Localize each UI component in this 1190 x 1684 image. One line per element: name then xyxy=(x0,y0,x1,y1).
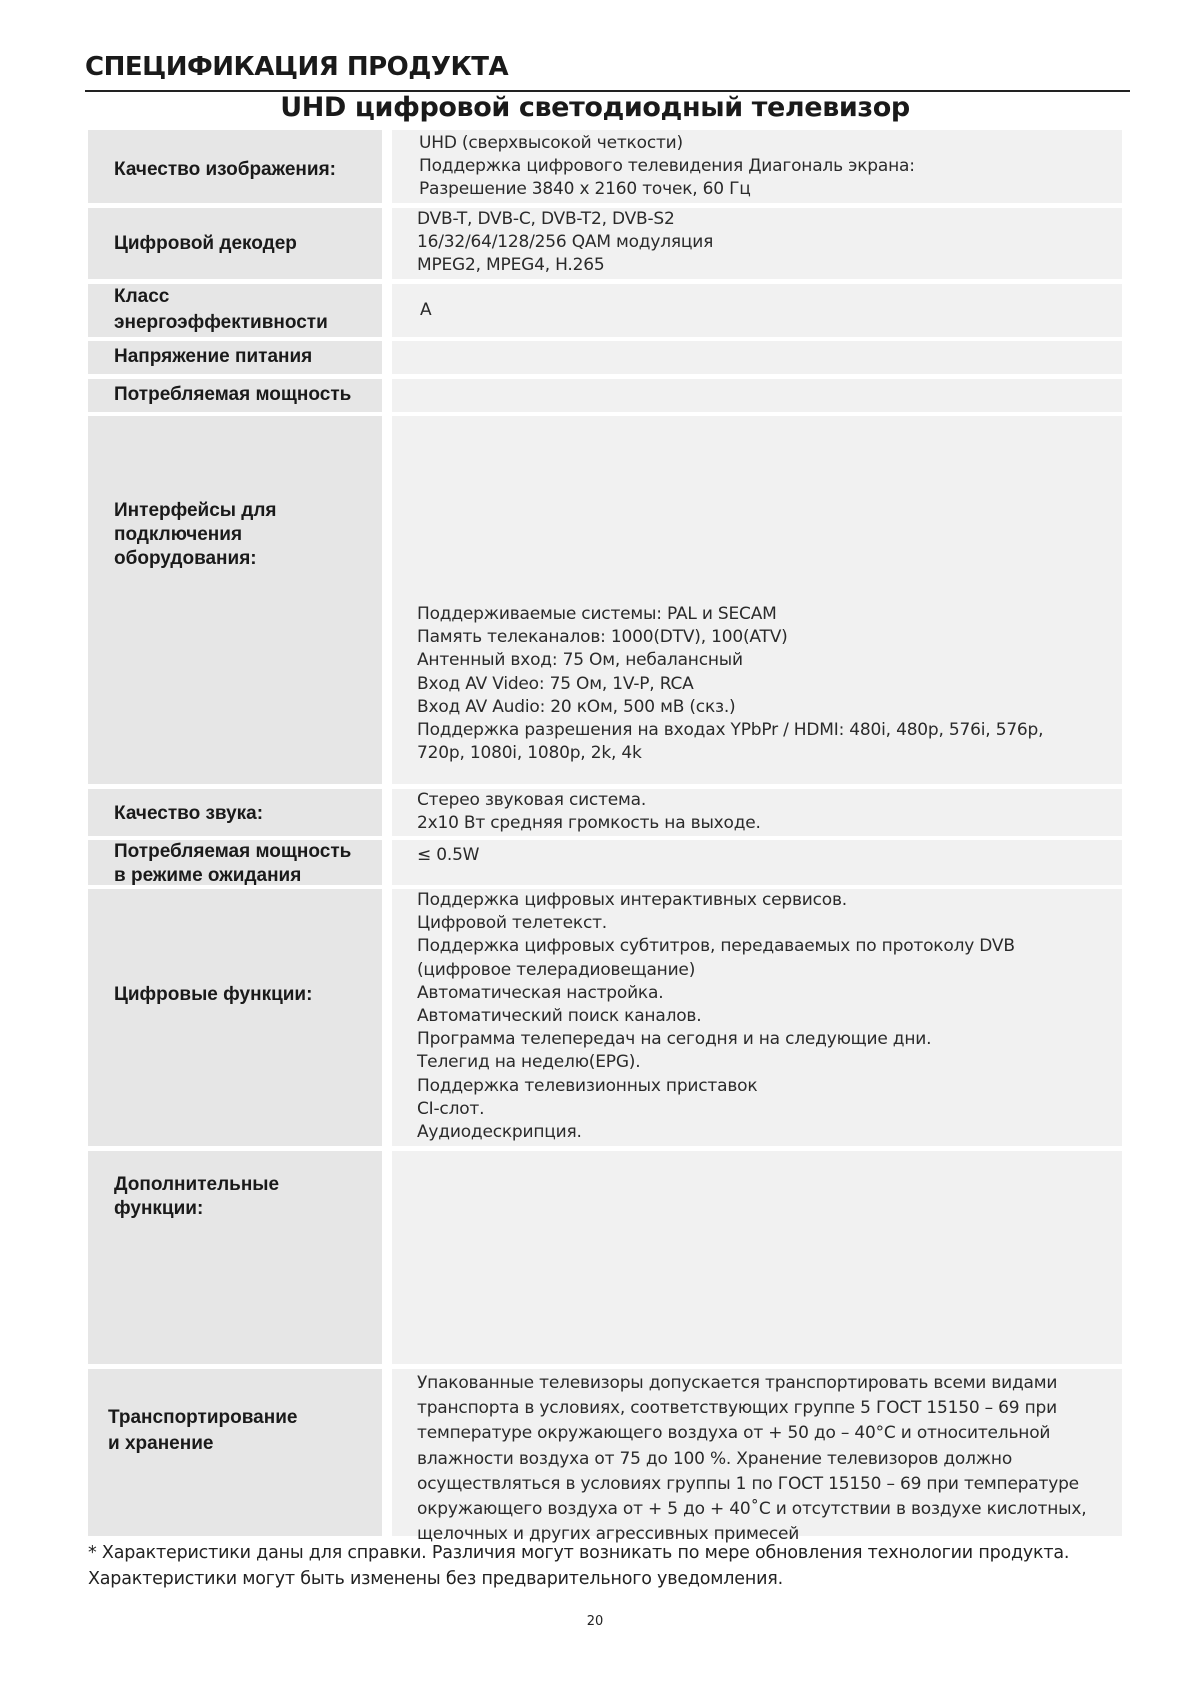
footnote xyxy=(88,1540,1128,1592)
spec-label-text: Класс энергоэффективности xyxy=(114,286,328,333)
footnote-line-1: * Характеристики даны для справки. Различия могут возникать по мере обновления технологии продукта. xyxy=(88,1543,1070,1563)
spec-row-sound-quality xyxy=(88,789,1122,836)
spec-row-image-quality xyxy=(88,130,1122,203)
spec-row-digital-decoder xyxy=(88,208,1122,279)
spec-value: Упакованные телевизоры допускается транспортировать всеми видами транспорта в условиях, соответствующих группе 5 ГОСТ 15150 – 69 при температуре окружающего воздуха от + 50 до – 40°С и относительной влажности воздуха от 75 до 100 %. Хранение телевизоров должно осуществляться в условиях группы 1 по ГОСТ 15150 – 69 при температуре окружающего воздуха от + 5 до + 40˚С и отсутствии в воздухе кислотных, щелочных и других агрессивных примесей xyxy=(392,1369,1122,1536)
spec-row-digital-functions xyxy=(88,889,1122,1146)
spec-label: Потребляемая мощность xyxy=(88,379,382,412)
spec-value xyxy=(392,379,1122,412)
spec-row-energy-class xyxy=(88,284,1122,337)
spec-row-supply-voltage xyxy=(88,341,1122,374)
spec-label: Напряжение питания xyxy=(88,341,382,374)
page-heading: СПЕЦИФИКАЦИЯ ПРОДУКТА xyxy=(85,52,509,82)
spec-label: Потребляемая мощность в режиме ожидания xyxy=(88,840,382,885)
spec-label: Качество изображения: xyxy=(88,130,382,203)
spec-row-power-consumption xyxy=(88,379,1122,412)
spec-label: Интерфейсы для подключения оборудования: xyxy=(88,416,382,784)
spec-row-standby-power xyxy=(88,840,1122,885)
spec-label: Транспортирование и хранение xyxy=(88,1369,382,1536)
spec-row-transport-storage xyxy=(88,1369,1122,1545)
spec-row-additional-functions xyxy=(88,1151,1122,1364)
spec-value: Поддержка цифровых интерактивных сервисов. Цифровой телетекст. Поддержка цифровых субтитров, передаваемых по протоколу DVB (цифровое телерадиовещание) Автоматическая настройка. Автоматический поиск каналов. Программа телепередач на сегодня и на следующие дни. Телегид на неделю(EPG). Поддержка телевизионных приставок CI-слот. Аудиодескрипция. xyxy=(392,889,1122,1146)
spec-label: Цифровые функции: xyxy=(88,889,382,1146)
spec-label: Дополнительные функции: xyxy=(88,1151,382,1364)
spec-label: Качество звука: xyxy=(88,789,382,836)
spec-value xyxy=(392,341,1122,374)
spec-label xyxy=(88,284,382,337)
product-title: UHD цифровой светодиодный телевизор xyxy=(280,92,910,123)
spec-row-interfaces xyxy=(88,416,1122,784)
spec-value: UHD (сверхвысокой четкости) Поддержка цифрового телевидения Диагональ экрана: Разрешение 3840 x 2160 точек, 60 Гц xyxy=(392,130,1122,203)
page-number: 20 xyxy=(586,1614,604,1629)
footnote-line-2: Характеристики могут быть изменены без предварительного уведомления. xyxy=(88,1569,783,1589)
spec-value: DVB-T, DVB-C, DVB-T2, DVB-S2 16/32/64/128/256 QAM модуляция MPEG2, MPEG4, H.265 xyxy=(392,208,1122,279)
spec-value: ≤ 0.5W xyxy=(392,840,1122,885)
spec-value xyxy=(392,1151,1122,1364)
spec-value: A xyxy=(392,284,1122,337)
spec-value: Стерео звуковая система. 2x10 Вт средняя громкость на выходе. xyxy=(392,789,1122,836)
spec-label: Цифровой декодер xyxy=(88,208,382,279)
spec-value: Поддерживаемые системы: PAL и SECAM Память телеканалов: 1000(DTV), 100(ATV) Антенный вход: 75 Ом, небалансный Вход AV Video: 75 Ом, 1V-P, RCA Вход AV Audio: 20 кОм, 500 мВ (скз.) Поддержка разрешения на входах YPbPr / HDMI: 480i, 480p, 576i, 576p, 720p, 1080i, 1080p, 2k, 4k xyxy=(392,416,1122,784)
